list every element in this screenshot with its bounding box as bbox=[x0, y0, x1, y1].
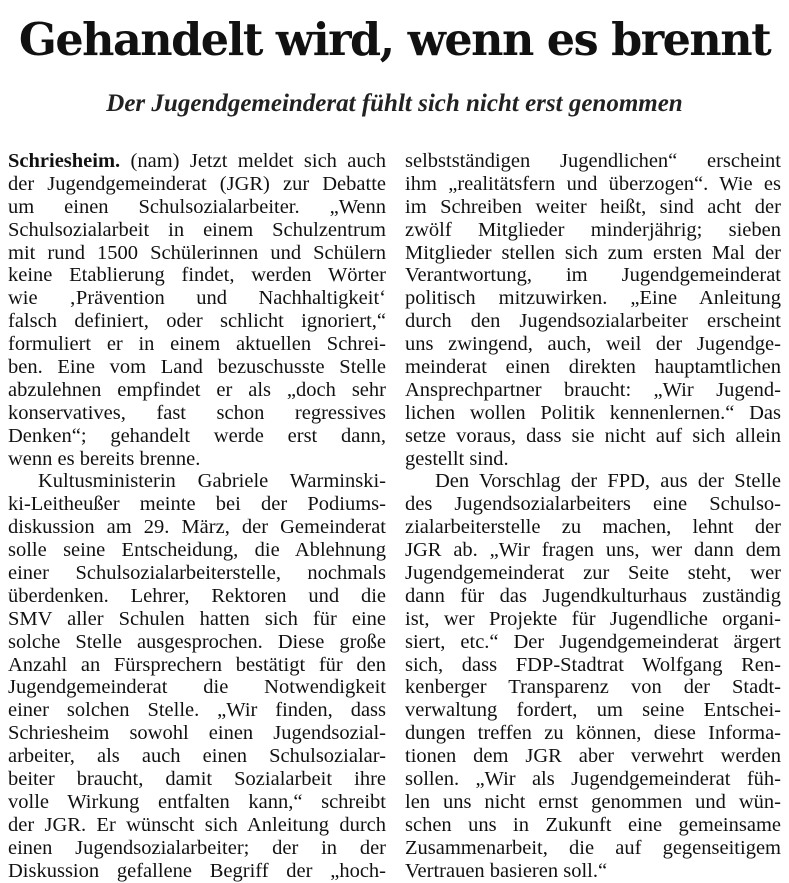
text-line: Zusammenarbeit, die auf gegenseitigem bbox=[405, 836, 781, 859]
text-line: des Jugendsozialarbeiters eine Schulso- bbox=[405, 493, 781, 516]
text-line: durch den Jugendsozialarbeiter erscheint bbox=[405, 310, 781, 333]
text-line: formuliert er in einem aktuellen Schrei- bbox=[8, 333, 386, 356]
text-line-paragraph-end: Vertrauen basieren soll.“ bbox=[405, 859, 608, 882]
text-line: zialarbeiterstelle zu machen, lehnt der bbox=[405, 516, 781, 539]
text-line: solche Stelle ausgesprochen. Diese große bbox=[8, 630, 386, 653]
text-line: verwaltung fordert, um seine Entschei- bbox=[405, 699, 781, 722]
text-line: politisch mitzuwirken. „Eine Anleitung bbox=[405, 287, 781, 310]
text-line: Schulsozialarbeit in einem Schulzentrum bbox=[8, 218, 386, 241]
text-line-content: (nam) Jetzt meldet sich auch bbox=[130, 150, 386, 172]
text-line: wie ‚Prävention und Nachhaltigkeit‘ bbox=[8, 287, 386, 310]
text-line: einer solchen Stelle. „Wir finden, dass bbox=[8, 699, 386, 722]
text-line: ist, wer Projekte für Jugendliche organi- bbox=[405, 607, 781, 630]
text-line: sollen. „Wir als Jugendgemeinderat füh- bbox=[405, 768, 781, 791]
text-line-paragraph-end: wenn es bereits brenne. bbox=[8, 447, 201, 470]
text-line: schen uns in Zukunft eine gemeinsame bbox=[405, 813, 781, 836]
text-line: Schriesheim sowohl einen Jugendsozial- bbox=[8, 722, 386, 745]
text-line: selbstständigen Jugendlichen“ erscheint bbox=[405, 150, 781, 172]
text-line: falsch definiert, oder schlicht ignoriert,“ bbox=[8, 310, 386, 333]
headline: Gehandelt wird, wenn es brennt bbox=[18, 14, 771, 66]
text-line: len uns nicht ernst genommen und wün- bbox=[405, 790, 781, 813]
text-line: Verantwortung, im Jugendgemeinderat bbox=[405, 264, 781, 287]
text-line: mit rund 1500 Schülerinnen und Schülern bbox=[8, 241, 386, 264]
text-line: ben. Eine vom Land bezuschusste Stelle bbox=[8, 356, 386, 379]
text-line: lichen wollen Politik kennenlernen.“ Das bbox=[405, 401, 781, 424]
text-line: ihm „realitätsfern und überzogen“. Wie es bbox=[405, 172, 781, 195]
text-line: Jugendgemeinderat die Notwendigkeit bbox=[8, 676, 386, 699]
text-line: dungen treffen zu können, diese Informa- bbox=[405, 722, 781, 745]
text-line: überdenken. Lehrer, Rektoren und die bbox=[8, 584, 386, 607]
text-line: meinderat einen direkten hauptamtlichen bbox=[405, 356, 781, 379]
text-line: Anzahl an Fürsprechern bestätigt für den bbox=[8, 653, 386, 676]
text-line: im Schreiben weiter heißt, sind acht der bbox=[405, 195, 781, 218]
text-line: Ansprechpartner braucht: „Wir Jugend- bbox=[405, 378, 781, 401]
text-line: SMV aller Schulen hatten sich für eine bbox=[8, 607, 386, 630]
text-line: um einen Schulsozialarbeiter. „Wenn bbox=[8, 195, 386, 218]
text-line: Denken“; gehandelt werde erst dann, bbox=[8, 424, 386, 447]
text-line: einer Schulsozialarbeiterstelle, nochmals bbox=[8, 562, 386, 585]
text-line-paragraph-start: Kultusministerin Gabriele Warminski- bbox=[38, 470, 386, 493]
text-line: abzulehnen empfindet er als „doch sehr bbox=[8, 378, 386, 401]
text-line: keine Etablierung findet, werden Wörter bbox=[8, 264, 386, 287]
subheadline: Der Jugendgemeinderat fühlt sich nicht erst genommen bbox=[106, 90, 683, 117]
text-line: siert, etc.“ Der Jugendgemeinderat ärgert bbox=[405, 630, 781, 653]
text-line: kenberger Transparenz von der Stadt- bbox=[405, 676, 781, 699]
text-line: der JGR. Er wünscht sich Anleitung durch bbox=[8, 813, 386, 836]
text-line: tionen dem JGR aber verwehrt werden bbox=[405, 745, 781, 768]
text-line: Mitglieder stellen sich zum ersten Mal der bbox=[405, 241, 781, 264]
text-line: ki-Leitheußer meinte bei der Podiums- bbox=[8, 493, 386, 516]
text-line: beiter braucht, damit Sozialarbeit ihre bbox=[8, 768, 386, 791]
right-column bbox=[405, 150, 781, 883]
text-line: uns zwingend, auch, weil der Jugendge- bbox=[405, 333, 781, 356]
dateline: Schriesheim. bbox=[8, 150, 121, 172]
text-line: dann für das Jugendkulturhaus zuständig bbox=[405, 584, 781, 607]
text-line: der Jugendgemeinderat (JGR) zur Debatte bbox=[8, 172, 386, 195]
text-line: arbeiter, als auch einen Schulsozialar- bbox=[8, 745, 386, 768]
text-line: konservatives, fast schon regressives bbox=[8, 401, 386, 424]
left-column bbox=[8, 150, 386, 883]
text-line: diskussion am 29. März, der Gemeinderat bbox=[8, 516, 386, 539]
text-line: solle seine Entscheidung, die Ablehnung bbox=[8, 539, 386, 562]
text-line: einen Jugendsozialarbeiter; der in der bbox=[8, 836, 386, 859]
text-line: JGR ab. „Wir fragen uns, wer dann dem bbox=[405, 539, 781, 562]
text-line: Diskussion gefallene Begriff der „hoch- bbox=[8, 859, 386, 882]
text-line: zwölf Mitglieder minderjährig; sieben bbox=[405, 218, 781, 241]
text-line: Jugendgemeinderat zur Seite steht, wer bbox=[405, 562, 781, 585]
text-line: volle Wirkung entfalten kann,“ schreibt bbox=[8, 790, 386, 813]
text-line-paragraph-start: Den Vorschlag der FPD, aus der Stelle bbox=[435, 470, 781, 493]
text-line-first bbox=[8, 150, 386, 173]
text-line: setze voraus, dass sie nicht auf sich allein bbox=[405, 424, 781, 447]
text-line-paragraph-end: gestellt sind. bbox=[405, 447, 509, 470]
text-line: sich, dass FDP-Stadtrat Wolfgang Ren- bbox=[405, 653, 781, 676]
